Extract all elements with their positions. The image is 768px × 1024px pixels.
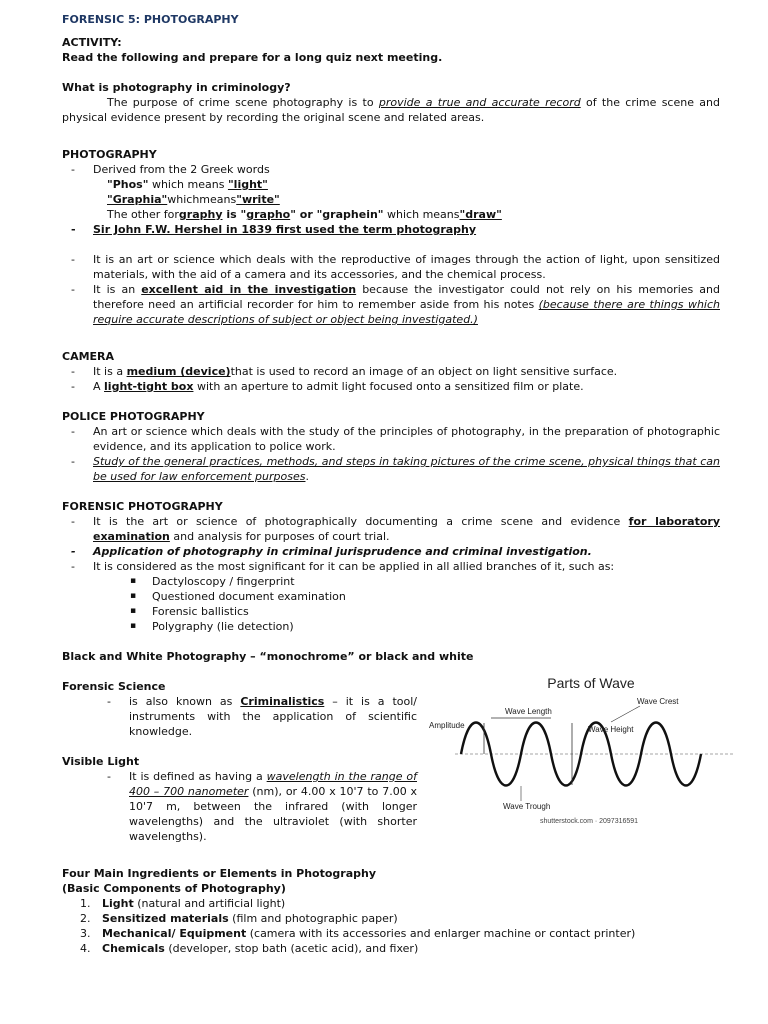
list-item: - Study of the general practices, methods, and steps in taking pictures of the crime scene, physical things that can be used for law enforcement purposes. — [62, 454, 720, 484]
police-list — [62, 424, 720, 484]
parts-of-wave-figure — [425, 668, 737, 830]
intro-question: What is photography in criminology? — [62, 81, 291, 94]
list-item: 2. Sensitized materials (film and photographic paper) — [80, 912, 398, 925]
photography-heading: PHOTOGRAPHY — [62, 148, 157, 161]
police-heading: POLICE PHOTOGRAPHY — [62, 410, 205, 423]
list-item: - An art or science which deals with the study of the principles of photography, in the preparation of photographic evidence, and its application to police work. — [62, 424, 720, 454]
forensic-science-heading: Forensic Science — [62, 680, 166, 693]
forensic-photography-heading: FORENSIC PHOTOGRAPHY — [62, 500, 223, 513]
wave-figure-credit: shutterstock.com · 2097316591 — [540, 818, 639, 825]
list-item: 3. Mechanical/ Equipment (camera with its accessories and enlarger machine or contact printer) — [80, 927, 636, 940]
amplitude-label: Amplitude — [429, 721, 465, 730]
greek-phos: "Phos" which means "light" — [107, 178, 268, 191]
list-item: 4. Chemicals (developer, stop bath (acetic acid), and fixer) — [80, 942, 419, 955]
list-item: - Derived from the 2 Greek words "Phos" which means "light" "Graphia"whichmeans"write" The other forgraphy is "grapho" or "graphein" which means"draw" — [62, 162, 720, 222]
ingredients-list — [62, 896, 720, 956]
greek-graphy: The other forgraphy is "grapho" or "graphein" which means"draw" — [107, 208, 502, 221]
list-item: ▪ Polygraphy (lie detection) — [130, 619, 720, 634]
list-item: - It is the art or science of photographically documenting a crime scene and evidence for laboratory examination and analysis for purposes of court trial. — [62, 514, 720, 544]
photography-list-2 — [62, 252, 720, 327]
left-column — [62, 679, 417, 844]
list-item: - It is considered as the most significant for it can be applied in all allied branches of it, such as: ▪ Dactyloscopy / fingerprint ▪ Questioned document examination ▪ Forensic ballistics ▪ Polygraphy (lie detection) — [62, 559, 720, 634]
forensic-science-item: - is also known as Criminalistics – it is a tool/ instruments with the application of scientific knowledge. — [107, 695, 417, 738]
list-item: - It is a medium (device)that is used to record an image of an object on light sensitive surface. — [62, 364, 720, 379]
activity-instruction: Read the following and prepare for a long quiz next meeting. — [62, 51, 443, 64]
greek-graphia: "Graphia"whichmeans"write" — [107, 193, 280, 206]
page-title: FORENSIC 5: PHOTOGRAPHY — [62, 13, 239, 26]
branches-list — [93, 574, 720, 634]
intro-paragraph: The purpose of crime scene photography is to provide a true and accurate record of the crime scene and physical evidence present by recording the original scene and related areas. — [62, 96, 720, 124]
photography-list — [62, 162, 720, 237]
wave-height-label: Wave Height — [588, 725, 634, 734]
camera-heading: CAMERA — [62, 350, 115, 363]
wave-crest-label: Wave Crest — [637, 697, 679, 706]
camera-list — [62, 364, 720, 394]
wave-trough-label: Wave Trough — [503, 802, 551, 811]
list-item: - Sir John F.W. Hershel in 1839 first used the term photography — [62, 222, 720, 237]
forensic-photography-list — [62, 514, 720, 634]
list-item: 1. Light (natural and artificial light) — [80, 897, 286, 910]
ingredients-heading: Four Main Ingredients or Elements in Photography — [62, 867, 377, 880]
list-item: - A light-tight box with an aperture to admit light focused onto a sensitized film or plate. — [62, 379, 720, 394]
activity-label: ACTIVITY: — [62, 36, 122, 49]
bw-photography: Black and White Photography – “monochrome” or black and white — [62, 650, 474, 663]
list-item: ▪ Dactyloscopy / fingerprint — [130, 574, 720, 589]
list-item: - It is an excellent aid in the investigation because the investigator could not rely on his memories and therefore need an artificial recorder for him to remember aside from his notes (because there are things which require accurate descriptions of subject or object being investigated.) — [62, 282, 720, 327]
wave-figure-title: Parts of Wave — [547, 675, 635, 691]
list-item: - It is an art or science which deals with the reproductive of images through the action of light, upon sensitized materials, with the aid of a camera and its accessories, and the chemical process. — [62, 252, 720, 282]
list-item: ▪ Forensic ballistics — [130, 604, 720, 619]
visible-light-item: - It is defined as having a wavelength in the range of 400 – 700 nanometer (nm), or 4.00 x 10'7 to 7.00 x 10'7 m, between the infrared (with longer wavelengths) and the ultraviolet (with shorter wavelengths). — [107, 770, 418, 843]
ingredients-subheading: (Basic Components of Photography) — [62, 882, 286, 895]
wave-length-label: Wave Length — [505, 707, 552, 716]
wave-crest-pointer — [611, 706, 640, 722]
visible-light-heading: Visible Light — [62, 755, 140, 768]
list-item: - Application of photography in criminal jurisprudence and criminal investigation. — [62, 544, 720, 559]
list-item: ▪ Questioned document examination — [130, 589, 720, 604]
